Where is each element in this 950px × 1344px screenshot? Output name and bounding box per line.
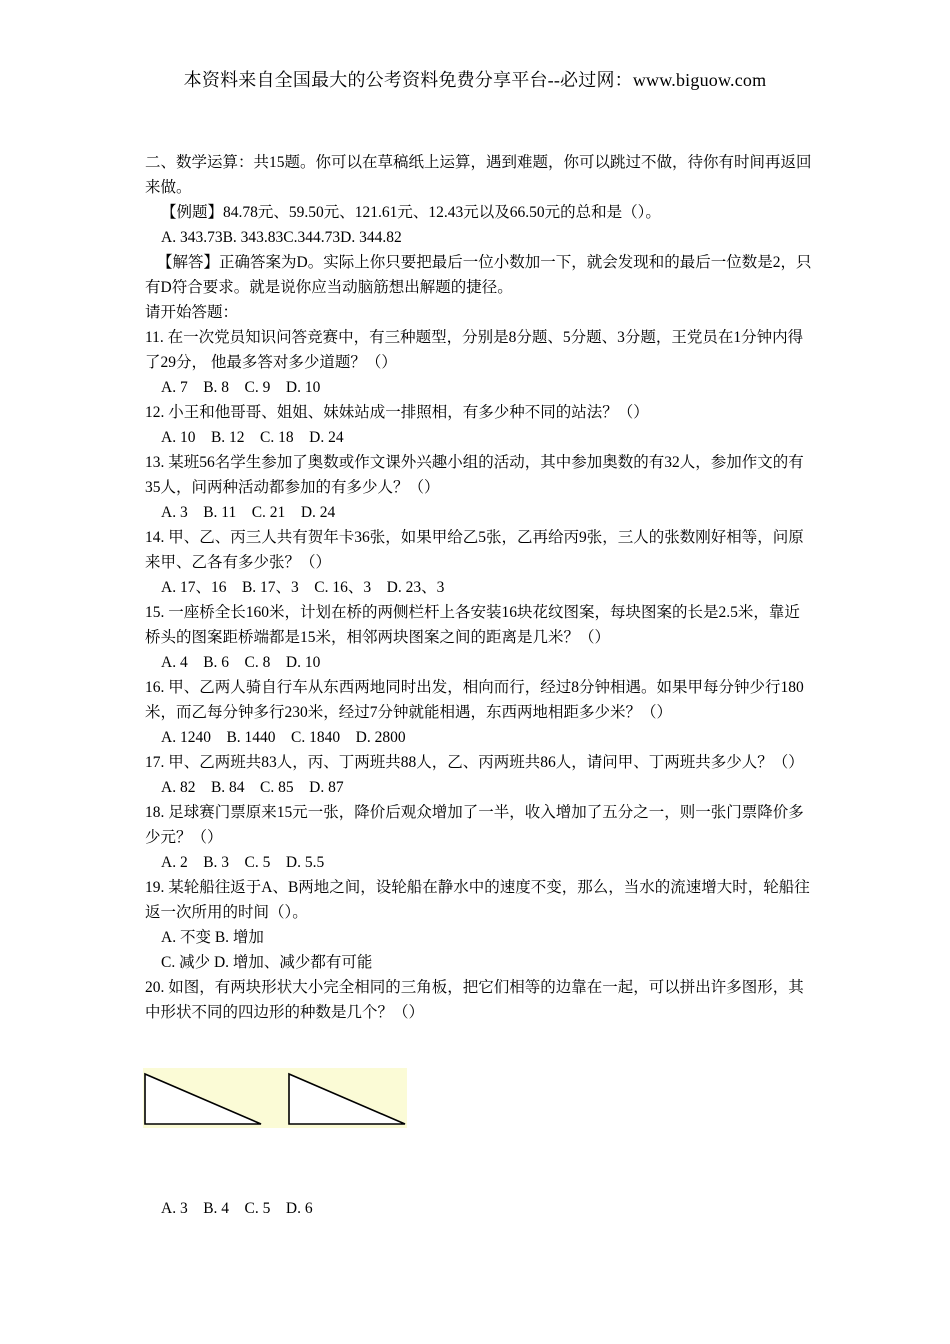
example-solution <box>145 250 815 300</box>
option: A. 7 <box>161 379 188 396</box>
triangle-right <box>289 1074 405 1124</box>
option: B. 12 <box>210 429 245 446</box>
example-options: A. 343.73B. 343.83C.344.73D. 344.82 <box>161 229 402 246</box>
option: B. 84 <box>210 779 245 796</box>
question-20: 20. 如图，有两块形状大小完全相同的三角板，把它们相等的边靠在一起，可以拼出许多图形，其中形状不同的四边形的种数是几个？（） <box>145 979 804 1021</box>
question-11-options <box>145 375 815 400</box>
section-intro: 二、数学运算：共15题。你可以在草稿纸上运算，遇到难题，你可以跳过不做，待你有时间再返回来做。 <box>145 154 812 196</box>
question-13: 13. 某班56名学生参加了奥数或作文课外兴趣小组的活动，其中参加奥数的有32人，参加作文的有35人，问两种活动都参加的有多少人？（） <box>145 454 804 496</box>
question-17: 17. 甲、乙两班共83人，丙、丁两班共88人，乙、丙两班共86人，请问甲、丁两班共多少人？（） <box>145 754 804 771</box>
example-question: 【例题】84.78元、59.50元、121.61元、12.43元以及66.50元的总和是（）。 <box>161 204 661 221</box>
question-17-options <box>145 775 815 800</box>
document-body <box>145 150 815 1025</box>
option: B. 6 <box>203 654 230 671</box>
option: B. 8 <box>203 379 230 396</box>
question-14: 14. 甲、乙、丙三人共有贺年卡36张，如果甲给乙5张，乙再给丙9张，三人的张数刚好相等，问原来甲、乙各有多少张？（） <box>145 529 804 571</box>
option: A. 1240 <box>161 729 211 746</box>
option: C. 9 <box>244 379 271 396</box>
question-20-options <box>161 1196 313 1221</box>
option: B. 4 <box>203 1200 230 1217</box>
option: D. 87 <box>309 779 344 796</box>
option: D. 5.5 <box>285 854 325 871</box>
option: C. 16、3 <box>314 579 372 596</box>
option: A. 3 <box>161 1200 188 1217</box>
option: B. 1440 <box>226 729 276 746</box>
question-15-options <box>145 650 815 675</box>
option: C. 5 <box>244 854 271 871</box>
option: D. 24 <box>300 504 336 521</box>
option: C. 5 <box>244 1200 271 1217</box>
question-19-options-line1: A. 不变 B. 增加 <box>161 929 264 946</box>
question-14-options <box>145 575 815 600</box>
question-11: 11. 在一次党员知识问答竞赛中，有三种题型，分别是8分题、5分题、3分题，王党员在1分钟内得了29分， 他最多答对多少道题？（） <box>145 329 804 371</box>
option: C. 85 <box>260 779 294 796</box>
option: A. 10 <box>161 429 196 446</box>
start-prompt: 请开始答题： <box>145 304 239 321</box>
option: A. 82 <box>161 779 196 796</box>
option: A. 17、16 <box>161 579 227 596</box>
option: B. 17、3 <box>241 579 299 596</box>
option: A. 2 <box>161 854 188 871</box>
two-triangles-diagram <box>143 1068 407 1128</box>
page-header: 本资料来自全国最大的公考资料免费分享平台--必过网：www.biguow.com <box>183 70 767 90</box>
question-19-options-line2: C. 减少 D. 增加、减少都有可能 <box>161 954 373 971</box>
option: D. 6 <box>285 1200 313 1217</box>
option: A. 3 <box>161 504 188 521</box>
option: D. 10 <box>285 654 321 671</box>
option: D. 2800 <box>355 729 406 746</box>
triangle-figure <box>143 1068 407 1128</box>
triangle-left <box>145 1074 261 1124</box>
question-19: 19. 某轮船往返于A、B两地之间，设轮船在静水中的速度不变，那么，当水的流速增大时，轮船往返一次所用的时间（）。 <box>145 879 810 921</box>
question-16-options <box>145 725 815 750</box>
option: D. 24 <box>309 429 344 446</box>
option: D. 10 <box>285 379 321 396</box>
option: D. 23、3 <box>386 579 445 596</box>
question-13-options <box>145 500 815 525</box>
question-18-options <box>145 850 815 875</box>
option: C. 18 <box>260 429 294 446</box>
question-15: 15. 一座桥全长160米，计划在桥的两侧栏杆上各安装16块花纹图案，每块图案的长是2.5米，靠近桥头的图案距桥端都是15米，相邻两块图案之间的距离是几米？（） <box>145 604 800 646</box>
option: A. 4 <box>161 654 188 671</box>
option: B. 11 <box>203 504 237 521</box>
option: C. 8 <box>244 654 271 671</box>
question-12: 12. 小王和他哥哥、姐姐、妹妹站成一排照相，有多少种不同的站法？（） <box>145 404 649 421</box>
option: C. 1840 <box>291 729 341 746</box>
question-18: 18. 足球赛门票原来15元一张，降价后观众增加了一半，收入增加了五分之一，则一张门票降价多少元？（） <box>145 804 804 846</box>
option: B. 3 <box>203 854 230 871</box>
question-16: 16. 甲、乙两人骑自行车从东西两地同时出发，相向而行，经过8分钟相遇。如果甲每分钟少行180米，而乙每分钟多行230米，经过7分钟就能相遇，东西两地相距多少米？（） <box>145 679 804 721</box>
solution-text: 【解答】正确答案为D。实际上你只要把最后一位小数加一下，就会发现和的最后一位数是2，只有D符合要求。就是说你应当动脑筋想出解题的捷径。 <box>145 254 812 296</box>
question-12-options <box>145 425 815 450</box>
option: C. 21 <box>251 504 286 521</box>
